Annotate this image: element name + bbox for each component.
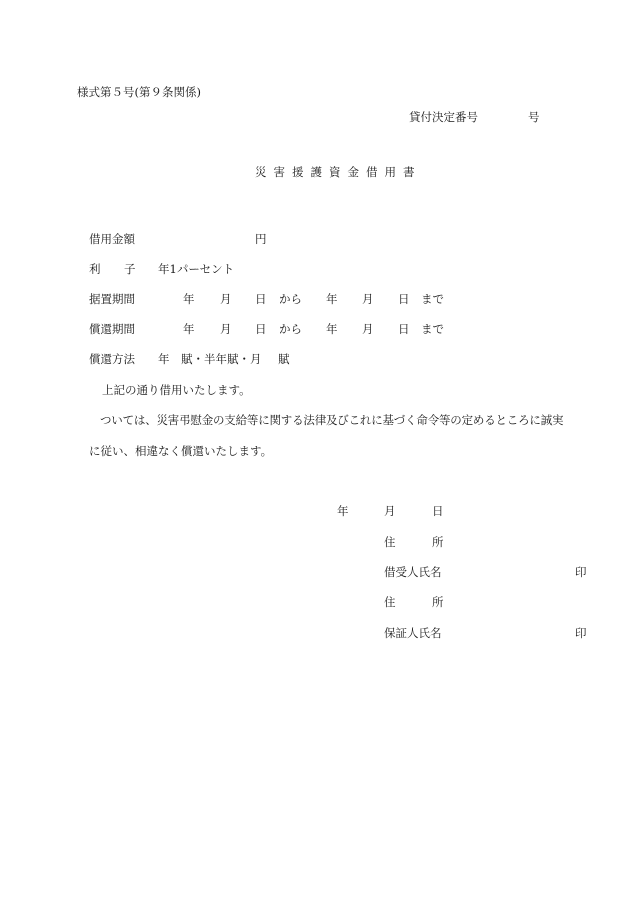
body-line-3: に従い、相違なく償還いたします。 bbox=[89, 444, 273, 458]
guarantor-seal: 印 bbox=[575, 626, 587, 640]
deferral-until: まで bbox=[421, 292, 444, 306]
borrower-seal: 印 bbox=[575, 565, 587, 579]
title-char: 借 bbox=[366, 165, 378, 179]
deferral-year-1: 年 bbox=[183, 292, 195, 306]
repay-period-until: まで bbox=[421, 322, 444, 336]
title-char: 用 bbox=[384, 165, 396, 179]
deferral-month-1: 月 bbox=[220, 292, 232, 306]
deferral-label: 据置期間 bbox=[89, 292, 135, 306]
date-month: 月 bbox=[384, 504, 396, 518]
repay-period-label: 償還期間 bbox=[89, 322, 135, 336]
title-char: 書 bbox=[403, 165, 415, 179]
repay-period-year-2: 年 bbox=[326, 322, 338, 336]
title-char: 護 bbox=[310, 165, 322, 179]
loan-amount-unit: 円 bbox=[255, 232, 267, 246]
borrower-address-1: 住 bbox=[384, 535, 396, 549]
deferral-year-2: 年 bbox=[326, 292, 338, 306]
guarantor-name-label: 保証人氏名 bbox=[384, 626, 442, 640]
title-char: 害 bbox=[273, 165, 285, 179]
repay-period-month-2: 月 bbox=[362, 322, 374, 336]
repay-method-options: 年 賦・半年賦・月 bbox=[158, 352, 262, 366]
body-line-2: ついては、災害弔慰金の支給等に関する法律及びこれに基づく命令等の定めるところに誠実 bbox=[100, 413, 564, 427]
form-number: 様式第５号(第９条関係) bbox=[77, 85, 201, 99]
decision-number-label: 貸付決定番号 bbox=[409, 110, 478, 124]
title-char: 災 bbox=[255, 165, 267, 179]
repay-period-month-1: 月 bbox=[220, 322, 232, 336]
repay-method-suffix: 賦 bbox=[278, 352, 290, 366]
document-title bbox=[255, 167, 422, 179]
repay-period-day-2: 日 bbox=[398, 322, 410, 336]
guarantor-address-2: 所 bbox=[432, 595, 444, 609]
title-char: 援 bbox=[292, 165, 304, 179]
borrower-name-label: 借受人氏名 bbox=[384, 565, 442, 579]
borrower-address-2: 所 bbox=[432, 535, 444, 549]
guarantor-address-1: 住 bbox=[384, 595, 396, 609]
body-line-1: 上記の通り借用いたします。 bbox=[102, 383, 251, 397]
deferral-from: から bbox=[279, 292, 302, 306]
deferral-month-2: 月 bbox=[362, 292, 374, 306]
repay-method-label: 償還方法 bbox=[89, 352, 135, 366]
repay-period-year-1: 年 bbox=[183, 322, 195, 336]
date-year: 年 bbox=[337, 504, 349, 518]
interest-value: 年1パーセント bbox=[158, 262, 235, 276]
interest-label-1: 利 bbox=[89, 262, 101, 276]
title-char: 資 bbox=[329, 165, 341, 179]
deferral-day-2: 日 bbox=[398, 292, 410, 306]
deferral-day-1: 日 bbox=[255, 292, 267, 306]
interest-label-2: 子 bbox=[124, 262, 136, 276]
title-char: 金 bbox=[347, 165, 359, 179]
repay-period-day-1: 日 bbox=[255, 322, 267, 336]
loan-amount-label: 借用金額 bbox=[89, 232, 135, 246]
date-day: 日 bbox=[432, 504, 444, 518]
decision-number-suffix: 号 bbox=[528, 110, 540, 124]
repay-period-from: から bbox=[279, 322, 302, 336]
